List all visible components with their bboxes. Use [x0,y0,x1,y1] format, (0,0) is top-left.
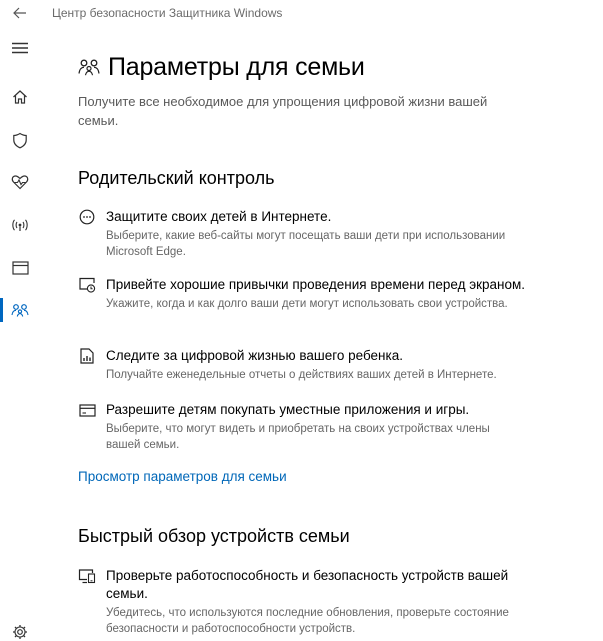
devices-icon [78,568,96,584]
item-heading: Следите за цифровой жизнью вашего ребенка. [106,348,403,363]
page-title: Параметры для семьи [108,52,365,81]
heart-pulse-icon [11,174,29,190]
page-header [78,50,365,84]
hamburger-menu-icon [12,42,28,54]
item-description: Убедитесь, что используются последние обновления, проверьте состояние безопасности и работоспособности устройств. [106,607,509,635]
item-description: Выберите, какие веб-сайты могут посещать ваши дети при использовании Microsoft Edge. [106,230,506,258]
sidebar-item-device-health[interactable] [0,166,40,198]
sidebar-item-menu[interactable] [0,32,40,64]
view-family-settings-link[interactable]: Просмотр параметров для семьи [78,469,287,484]
sidebar-item-app-browser[interactable] [0,252,40,284]
shield-icon [12,132,28,149]
wireless-signal-icon [11,217,29,233]
item-heading: Проверьте работоспособность и безопасность устройств вашей семьи. [106,568,509,601]
item-text [106,567,526,637]
window-title: Центр безопасности Защитника Windows [52,6,283,20]
back-button[interactable] [10,4,30,22]
report-document-icon [78,348,96,364]
family-icon [11,303,29,317]
family-devices-title: Быстрый обзор устройств семьи [78,526,350,546]
sidebar-item-family[interactable] [0,294,40,326]
item-description: Укажите, когда и как долго ваши дети могут использовать свои устройства. [106,298,508,310]
ellipsis-circle-icon [78,209,96,225]
item-description: Получайте еженедельные отчеты о действиях ваших детей в Интернете. [106,369,497,381]
sidebar-item-home[interactable] [0,81,40,113]
screen-time-icon [78,277,96,293]
title-bar [0,0,603,26]
gear-icon [12,624,28,640]
family-icon [78,58,100,76]
sidebar [0,26,40,641]
parental-controls-title: Родительский контроль [78,168,275,188]
item-text [106,401,526,453]
item-text [106,347,526,383]
page-subtitle: Получите все необходимое для упрощения цифровой жизни вашей семьи. [78,94,488,128]
sidebar-item-settings[interactable] [0,616,40,641]
app-browser-icon [12,261,29,275]
item-description: Выберите, что могут видеть и приобретать на своих устройствах члены вашей семьи. [106,423,490,451]
item-text [106,208,526,260]
back-arrow-icon [13,7,27,19]
item-heading: Защитите своих детей в Интернете. [106,209,332,224]
home-icon [12,89,28,105]
sidebar-item-virus-protection[interactable] [0,124,40,156]
sidebar-item-network[interactable] [0,209,40,241]
item-text [106,276,526,312]
payment-card-icon [78,402,96,418]
item-heading: Привейте хорошие привычки проведения времени перед экраном. [106,277,526,292]
item-heading: Разрешите детям покупать уместные приложения и игры. [106,402,470,417]
